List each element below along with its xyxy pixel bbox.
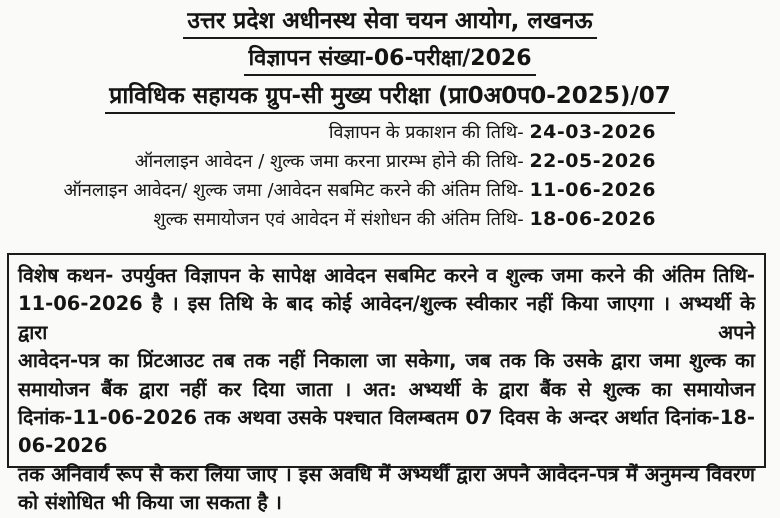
special-statement-line: तक अनिवार्य रूप से करा लिया जाए । इस अवधि में अभ्यर्थी द्वारा अपने आवेदन-पत्र में अनुमन्य विवरण xyxy=(18,462,755,486)
date-label: ऑनलाइन आवेदन/ शुल्क जमा /आवेदन सबमिट करने की अंतिम तिथि- xyxy=(63,180,524,201)
date-value: 22-05-2026 xyxy=(529,150,656,172)
advertisement-number xyxy=(0,48,780,76)
special-statement-line: 11-06-2026 है । इस तिथि के बाद कोई आवेदन/शुल्क स्वीकार नहीं किया जाएगा । अभ्यर्थी के द्वारा अपने xyxy=(18,292,755,344)
date-row-application-deadline xyxy=(0,176,656,205)
date-row-application-start xyxy=(0,147,656,176)
advertisement-number-text: विज्ञापन संख्या-06-परीक्षा/2026 xyxy=(244,48,535,76)
special-statement-box xyxy=(7,253,766,515)
date-value: 24-03-2026 xyxy=(529,121,656,143)
date-label: विज्ञापन के प्रकाशन की तिथि- xyxy=(328,122,524,143)
special-statement-line: को संशोधित भी किया जा सकता है । xyxy=(18,491,282,515)
date-label: ऑनलाइन आवेदन / शुल्क जमा करना प्रारम्भ होने की तिथि- xyxy=(134,151,524,172)
exam-title xyxy=(0,85,780,114)
commission-title xyxy=(0,10,780,39)
special-statement-line: आवेदन-पत्र का प्रिंटआउट तब तक नहीं निकाला जा सकेगा, जब तक कि उसके द्वारा जमा शुल्क का xyxy=(18,349,755,373)
date-row-publication xyxy=(0,118,656,147)
date-value: 11-06-2026 xyxy=(529,179,656,201)
date-value: 18-06-2026 xyxy=(529,208,656,230)
commission-title-text: उत्तर प्रदेश अधीनस्थ सेवा चयन आयोग, लखनऊ xyxy=(183,10,596,39)
special-statement-line: विशेष कथन- उपर्युक्त विज्ञापन के सापेक्ष आवेदन सबमिट करने व शुल्क जमा करने की अंतिम तिथि- xyxy=(18,264,755,287)
special-statement-line: समायोजन बैंक द्वारा नहीं कर दिया जाता । अत: अभ्यर्थी के द्वारा बैंक से शुल्क का समायोजन xyxy=(18,377,755,401)
exam-title-text: प्राविधिक सहायक ग्रुप-सी मुख्य परीक्षा (प्रा0अ0प0-2025)/07 xyxy=(105,85,675,114)
important-dates-list xyxy=(0,118,656,234)
special-statement-line: दिनांक-11-06-2026 तक अथवा उसके पश्चात विलम्बतम 07 दिवस के अन्दर अर्थात दिनांक-18-06-2026 xyxy=(18,406,755,458)
date-row-correction-deadline xyxy=(0,205,656,234)
date-label: शुल्क समायोजन एवं आवेदन में संशोधन की अंतिम तिथि- xyxy=(153,209,524,230)
